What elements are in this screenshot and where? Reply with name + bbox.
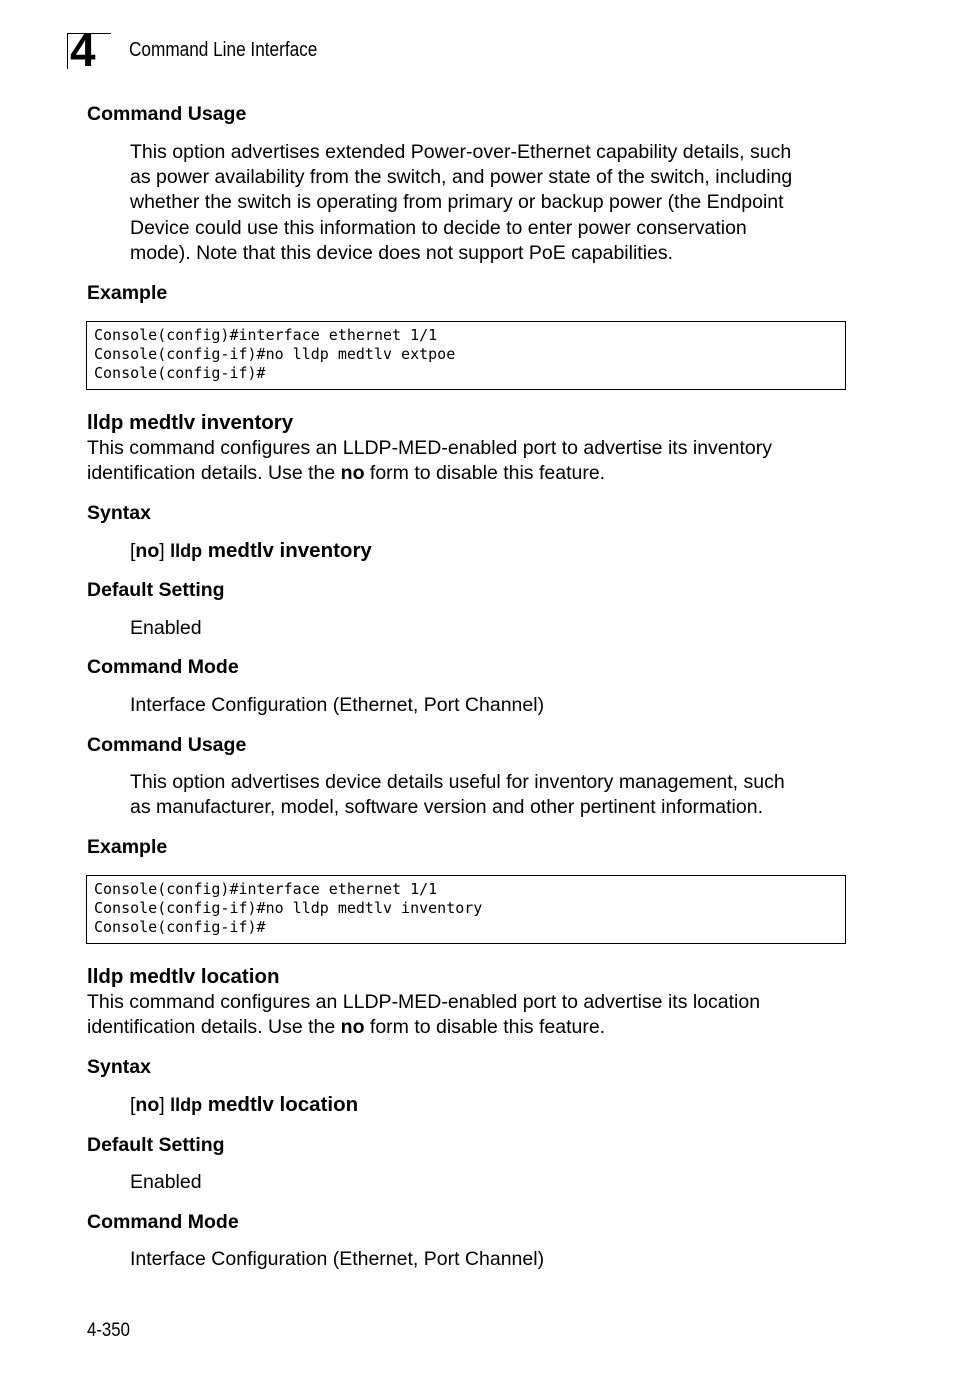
syntax-bracket: ]	[159, 540, 171, 562]
location-command-title: lldp medtlv location	[87, 965, 280, 988]
text-line	[87, 461, 827, 486]
syntax-no: no	[135, 1094, 160, 1116]
syntax-lldp: lldp	[170, 541, 203, 561]
keyword-no: no	[340, 462, 365, 485]
inventory-mode-value: Interface Configuration (Ethernet, Port Channel)	[130, 694, 545, 716]
text-line: This option advertises device details useful for inventory management, such	[130, 771, 785, 793]
extpoe-usage-text	[130, 140, 850, 266]
code-line: Console(config-if)#	[94, 918, 266, 937]
code-line: Console(config-if)#	[94, 364, 266, 383]
inventory-default-value: Enabled	[130, 617, 202, 639]
location-description	[87, 990, 827, 1040]
text-line: whether the switch is operating from primary or backup power (the Endpoint	[130, 191, 784, 214]
syntax-bracket: [	[130, 540, 136, 562]
location-default-heading: Default Setting	[87, 1134, 225, 1156]
extpoe-usage-heading: Command Usage	[87, 103, 247, 125]
syntax-bracket: ]	[159, 1094, 171, 1116]
location-syntax-heading: Syntax	[87, 1056, 151, 1078]
inventory-mode-heading: Command Mode	[87, 656, 239, 678]
inventory-usage-text	[130, 770, 850, 820]
text-run: identification details. Use the	[87, 1016, 341, 1039]
text-line: This command configures an LLDP-MED-enabled port to advertise its inventory	[87, 437, 772, 459]
location-mode-heading: Command Mode	[87, 1211, 239, 1233]
location-syntax	[130, 1092, 358, 1118]
running-header-title: Command Line Interface	[129, 39, 318, 61]
text-line: Device could use this information to decide to enter power conservation	[130, 216, 747, 239]
inventory-code-block	[86, 875, 846, 944]
text-line: as power availability from the switch, and power state of the switch, including	[130, 166, 793, 189]
inventory-command-title: lldp medtlv inventory	[87, 411, 294, 434]
inventory-default-heading: Default Setting	[87, 579, 225, 601]
syntax-bracket: [	[130, 1094, 136, 1116]
inventory-description	[87, 436, 827, 486]
text-run: form to disable this feature.	[364, 462, 606, 485]
extpoe-code-block	[86, 321, 846, 390]
keyword-no: no	[340, 1016, 365, 1039]
inventory-syntax-heading: Syntax	[87, 502, 151, 524]
inventory-syntax	[130, 538, 372, 564]
location-default-value: Enabled	[130, 1171, 202, 1193]
inventory-example-heading: Example	[87, 836, 168, 858]
text-run: form to disable this feature.	[364, 1016, 606, 1039]
page-number: 4-350	[87, 1319, 130, 1341]
text-line: mode). Note that this device does not support PoE capabilities.	[130, 241, 674, 264]
text-line: This option advertises extended Power-over-Ethernet capability details, such	[130, 141, 792, 163]
syntax-lldp: lldp	[170, 1095, 203, 1115]
inventory-usage-heading: Command Usage	[87, 734, 247, 756]
code-line: Console(config-if)#no lldp medtlv inventory	[94, 899, 483, 918]
code-line: Console(config-if)#no lldp medtlv extpoe	[94, 345, 456, 364]
code-line: Console(config)#interface ethernet 1/1	[94, 880, 438, 898]
text-line: This command configures an LLDP-MED-enabled port to advertise its location	[87, 991, 761, 1013]
syntax-command: medtlv location	[202, 1093, 359, 1116]
text-run: identification details. Use the	[87, 462, 341, 485]
syntax-command: medtlv inventory	[202, 539, 372, 562]
location-mode-value: Interface Configuration (Ethernet, Port Channel)	[130, 1248, 545, 1270]
text-line: as manufacturer, model, software version and other pertinent information.	[130, 796, 763, 819]
code-line: Console(config)#interface ethernet 1/1	[94, 326, 438, 344]
text-line	[87, 1015, 827, 1040]
extpoe-example-heading: Example	[87, 282, 168, 304]
chapter-number: 4	[70, 24, 96, 76]
syntax-no: no	[135, 540, 160, 562]
